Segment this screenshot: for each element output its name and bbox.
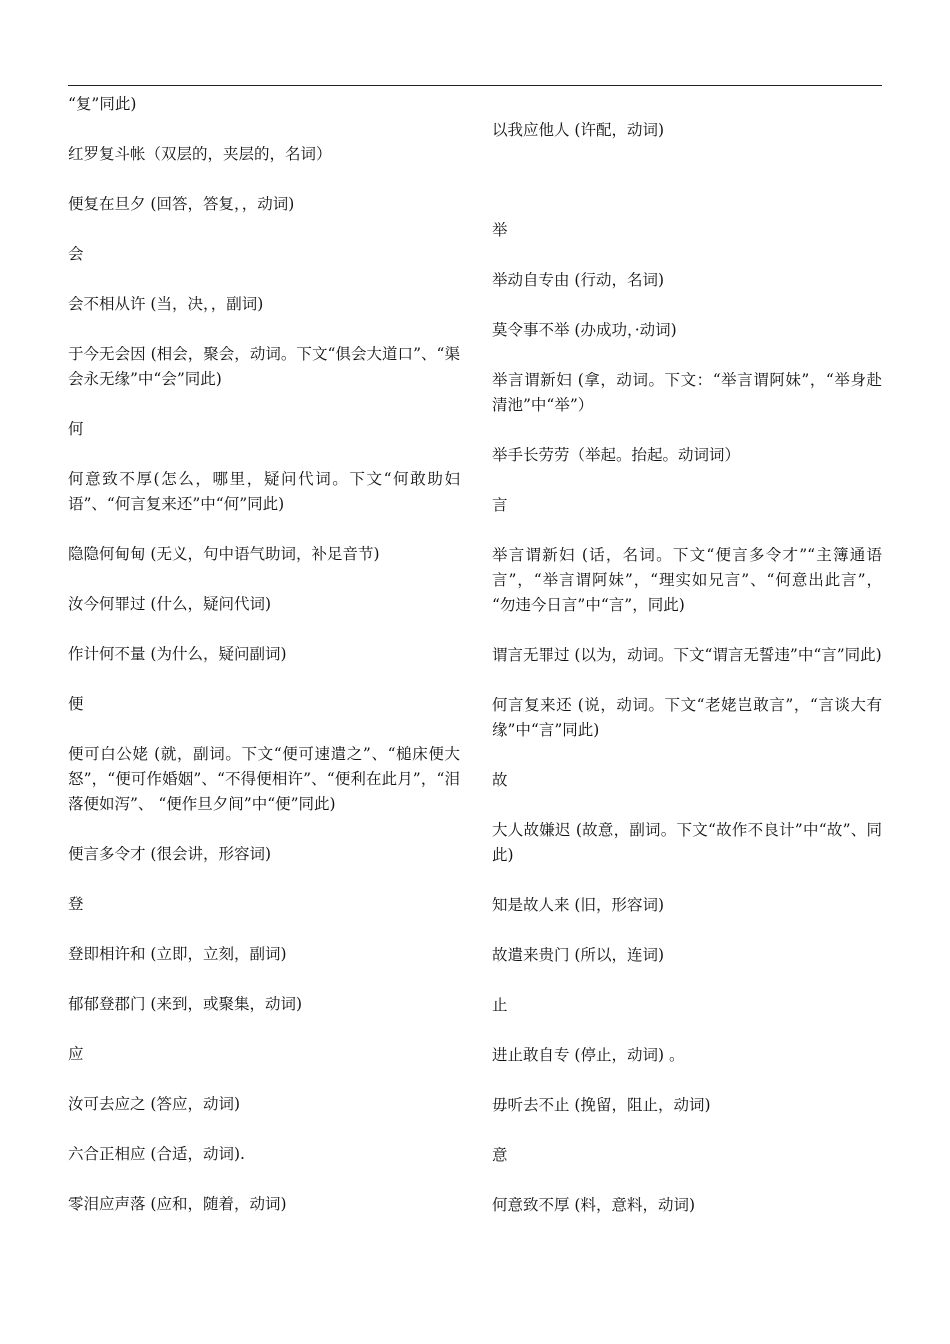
entry: 何意致不厚(怎么，哪里，疑问代词。下文“何敢助妇语”、“何言复来还”中“何”同此) <box>68 470 460 513</box>
entry: 举言谓新妇 (话，名词。下文“便言多令才”“主簿通语言”，“举言谓阿妹”，“理实如兄言”、“何意出此言”， “勿违今日言”中“言”，同此) <box>492 546 882 614</box>
blank-spacer <box>492 168 882 193</box>
entry: 知是故人来 (旧，形容词) <box>492 896 665 914</box>
right-column <box>492 118 882 1243</box>
headword: 登 <box>68 895 84 913</box>
entry: 何言复来还 (说，动词。下文“老姥岂敢言”，“言谈大有缘”中“言”同此) <box>492 696 882 739</box>
entry: 谓言无罪过 (以为，动词。下文“谓言无誓违”中“言”同此) <box>492 646 882 664</box>
headword: 便 <box>68 695 84 713</box>
entry-continuation: “复”同此) <box>68 95 137 113</box>
entry: 汝可去应之 (答应，动词) <box>68 1095 241 1113</box>
entry: 故遣来贵门 (所以，连词) <box>492 946 665 964</box>
entry: 便可白公姥 (就，副词。下文“便可速遣之”、“槌床便大怒”，“便可作婚姻”、“不得便相许”、“便利在此月”，“泪落便如泻”、 “便作旦夕间”中“便”同此) <box>68 745 460 813</box>
entry: 毋听去不止 (挽留，阻止，动词) <box>492 1096 711 1114</box>
entry: 大人故嫌迟 (故意，副词。下文“故作不良计”中“故”、同此) <box>492 821 882 864</box>
headword: 会 <box>68 245 84 263</box>
entry: 红罗复斗帐（双层的，夹层的，名词） <box>68 145 332 163</box>
headword: 应 <box>68 1045 84 1063</box>
entry: 举动自专由 (行动，名词) <box>492 271 665 289</box>
header-rule <box>68 85 882 86</box>
left-column <box>68 92 460 1242</box>
entry: 何意致不厚 (料，意料，动词) <box>492 1196 696 1214</box>
entry: 莫令事不举 (办成功，·动词) <box>492 321 677 339</box>
headword: 举 <box>492 221 508 239</box>
headword: 止 <box>492 996 508 1014</box>
entry: 隐隐何甸甸 (无义，句中语气助词，补足音节) <box>68 545 380 563</box>
entry: 登即相许和 (立即，立刻，副词) <box>68 945 287 963</box>
entry: 以我应他人 (许配，动词) <box>492 121 665 139</box>
entry: 作计何不量 (为什么，疑问副词) <box>68 645 287 663</box>
headword: 故 <box>492 771 508 789</box>
entry: 郁郁登郡门 (来到，或聚集，动词) <box>68 995 303 1013</box>
entry: 便复在旦夕 (回答，答复，，动词) <box>68 195 295 213</box>
entry: 于今无会因 (相会，聚会，动词。下文“俱会大道口”、“渠会永无缘”中“会”同此) <box>68 345 460 388</box>
entry: 会不相从许 (当，决，，副词) <box>68 295 264 313</box>
headword: 意 <box>492 1146 508 1164</box>
headword: 言 <box>492 496 508 514</box>
entry: 六合正相应 (合适，动词). <box>68 1145 245 1163</box>
entry: 举手长劳劳（举起。抬起。动词词） <box>492 446 741 464</box>
entry: 进止敢自专 (停止，动词) 。 <box>492 1046 685 1064</box>
headword: 何 <box>68 420 84 438</box>
entry: 零泪应声落 (应和，随着，动词) <box>68 1195 287 1213</box>
entry: 便言多令才 (很会讲，形容词) <box>68 845 272 863</box>
entry: 汝今何罪过 (什么，疑问代词) <box>68 595 272 613</box>
entry: 举言谓新妇 (拿，动词。下文：“举言谓阿妹”，“举身赴清池”中“举”） <box>492 371 882 414</box>
